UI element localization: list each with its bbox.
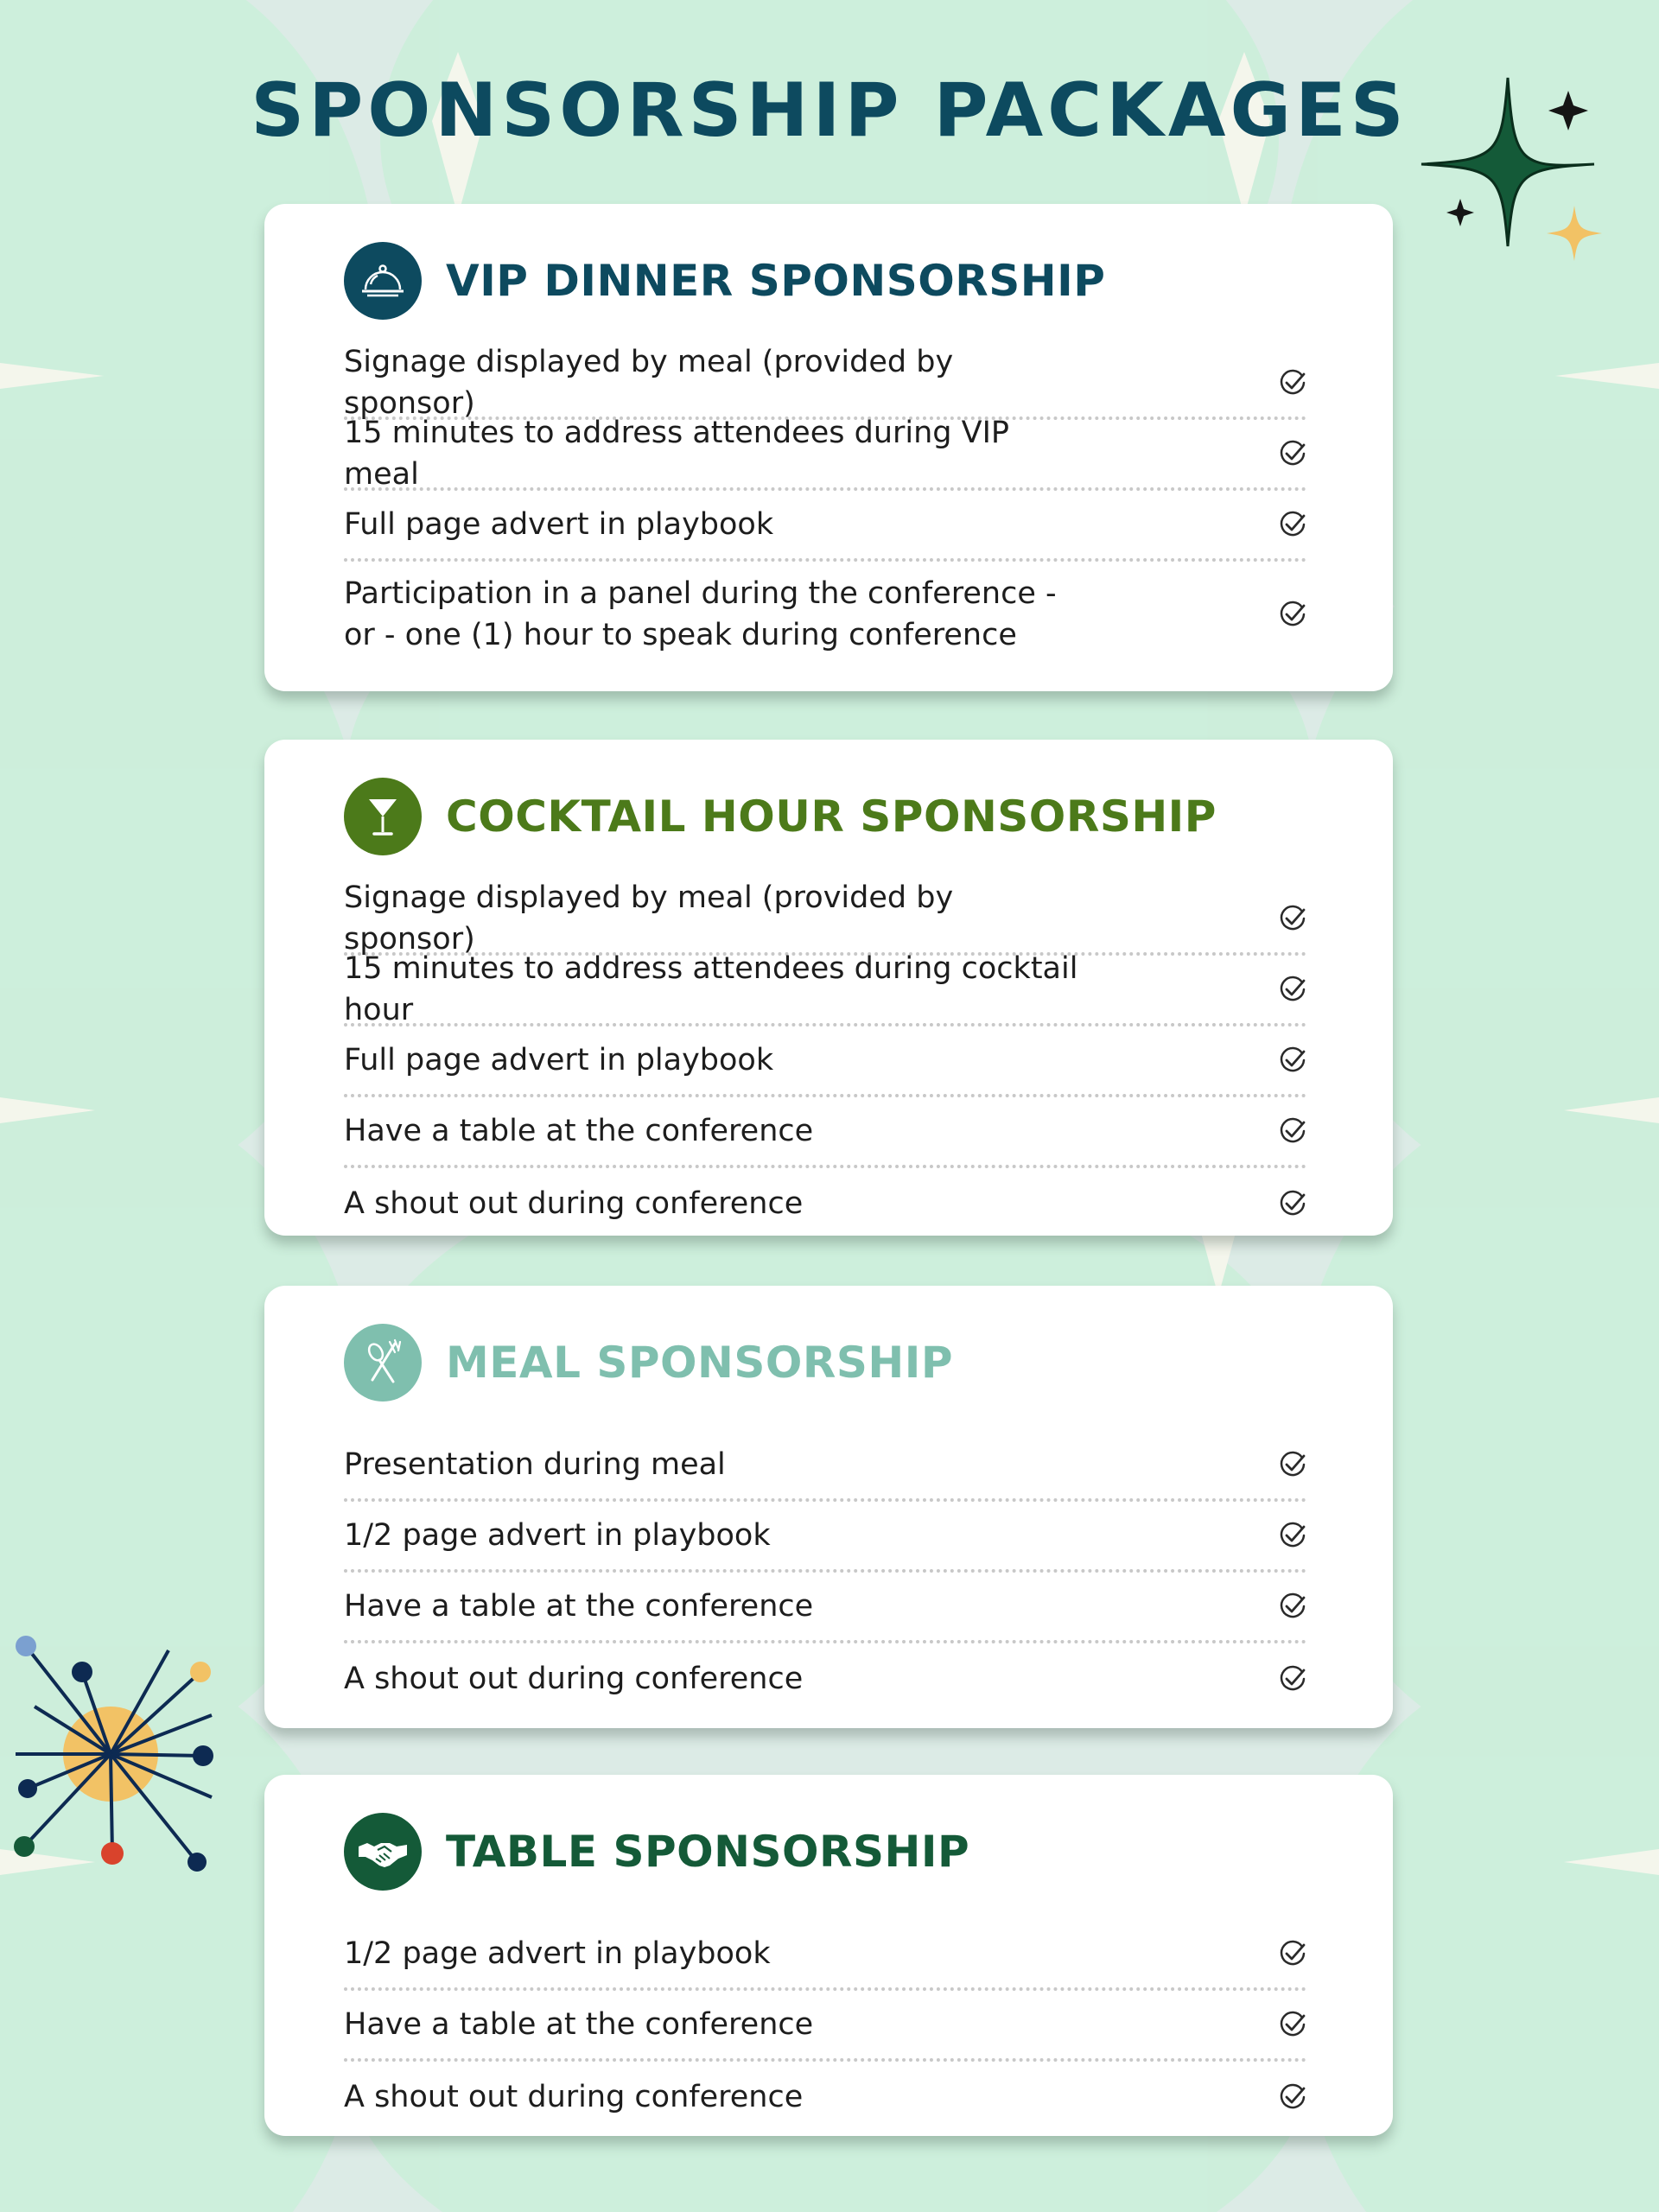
feature-item	[344, 1502, 1306, 1573]
feature-text: Have a table at the conference	[344, 1588, 814, 1624]
feature-text: Presentation during meal	[344, 1446, 726, 1482]
feature-text: 15 minutes to address attendees during VIP meal	[344, 415, 1010, 492]
utensils-icon	[344, 1324, 422, 1402]
feature-item	[344, 1573, 1306, 1643]
feature-item	[344, 1168, 1306, 1239]
feature-list	[344, 344, 1306, 667]
feature-item	[344, 491, 1306, 562]
feature-text: A shout out during conference	[344, 1185, 804, 1221]
check-circle-icon	[1279, 1190, 1306, 1217]
feature-text: 15 minutes to address attendees during cocktail hour	[344, 950, 1078, 1027]
feature-item	[344, 1027, 1306, 1097]
card-header	[344, 1324, 1306, 1402]
check-circle-icon	[1279, 1451, 1306, 1478]
check-circle-icon	[1279, 2083, 1306, 2111]
check-circle-icon	[1279, 976, 1306, 1003]
check-circle-icon	[1279, 1665, 1306, 1693]
feature-text: A shout out during conference	[344, 2079, 804, 2114]
feature-item	[344, 562, 1306, 667]
feature-text: 1/2 page advert in playbook	[344, 1936, 771, 1971]
check-circle-icon	[1279, 511, 1306, 538]
card-title: COCKTAIL HOUR SPONSORSHIP	[446, 791, 1217, 842]
martini-icon	[344, 778, 422, 855]
feature-text: Have a table at the conference	[344, 1113, 814, 1148]
check-circle-icon	[1279, 1940, 1306, 1967]
feature-text: Have a table at the conference	[344, 2006, 814, 2042]
feature-item	[344, 344, 1306, 421]
feature-item	[344, 950, 1306, 1027]
card-title: MEAL SPONSORSHIP	[446, 1338, 954, 1388]
feature-text: Signage displayed by meal (provided by sponsor)	[344, 880, 954, 957]
card-header	[344, 242, 1306, 320]
starburst-icon	[0, 1624, 233, 1875]
feature-list	[344, 1431, 1306, 1714]
feature-list	[344, 1920, 1306, 2133]
cloche-icon	[344, 242, 422, 320]
page-title: SPONSORSHIP PACKAGES	[251, 67, 1408, 154]
card-header	[344, 778, 1306, 855]
card-header	[344, 1813, 1306, 1891]
feature-item	[344, 880, 1306, 957]
feature-text: Participation in a panel during the conference - or - one (1) hour to speak during conference	[344, 575, 1057, 652]
card-title: TABLE SPONSORSHIP	[446, 1827, 970, 1877]
feature-text: Full page advert in playbook	[344, 506, 774, 542]
feature-text: Signage displayed by meal (provided by sponsor)	[344, 344, 954, 421]
feature-item	[344, 2062, 1306, 2133]
check-circle-icon	[1279, 440, 1306, 467]
check-circle-icon	[1279, 1592, 1306, 1620]
feature-item	[344, 1097, 1306, 1168]
check-circle-icon	[1279, 1046, 1306, 1074]
vip-dinner-card	[264, 204, 1393, 691]
check-circle-icon	[1279, 369, 1306, 397]
check-circle-icon	[1279, 1117, 1306, 1145]
check-circle-icon	[1279, 905, 1306, 932]
feature-item	[344, 1991, 1306, 2062]
feature-item	[344, 1920, 1306, 1991]
feature-text: Full page advert in playbook	[344, 1042, 774, 1077]
feature-item	[344, 415, 1306, 492]
feature-text: 1/2 page advert in playbook	[344, 1517, 771, 1553]
meal-card	[264, 1286, 1393, 1728]
check-circle-icon	[1279, 2011, 1306, 2038]
feature-text: A shout out during conference	[344, 1661, 804, 1696]
feature-item	[344, 1431, 1306, 1502]
table-card	[264, 1775, 1393, 2136]
check-circle-icon	[1279, 1522, 1306, 1549]
card-title: VIP DINNER SPONSORSHIP	[446, 256, 1106, 306]
feature-item	[344, 1643, 1306, 1714]
handshake-icon	[344, 1813, 422, 1891]
feature-list	[344, 880, 1306, 1239]
check-circle-icon	[1279, 601, 1306, 628]
cocktail-hour-card	[264, 740, 1393, 1236]
